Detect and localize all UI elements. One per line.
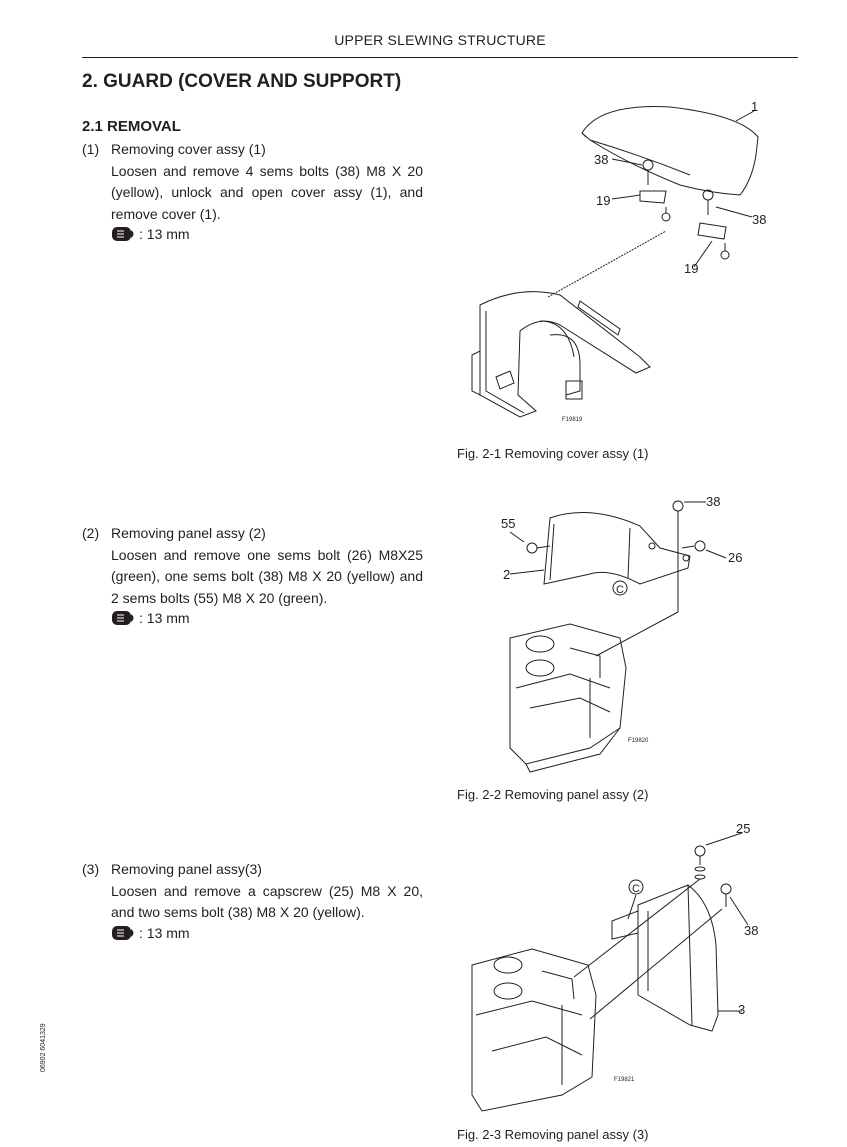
- figure-2-2-diagram: [470, 488, 770, 788]
- callout-38: 38: [594, 152, 609, 167]
- callout-26: 26: [728, 550, 743, 565]
- step-title: Removing panel assy (2): [111, 525, 266, 541]
- figure-caption: Fig. 2-3 Removing panel assy (3): [457, 1127, 649, 1142]
- step-number: (1): [82, 141, 100, 157]
- step-number: (3): [82, 861, 100, 877]
- panel-assy-part: [544, 513, 690, 584]
- callout-38: 38: [706, 494, 721, 509]
- tool-size: : 13 mm: [139, 610, 190, 626]
- wrench-size-icon: [111, 924, 137, 942]
- callout-38: 38: [744, 923, 759, 938]
- panel-assy-3-part: [638, 885, 718, 1031]
- figure-code: F19820: [628, 738, 649, 744]
- figure-caption: Fig. 2-1 Removing cover assy (1): [457, 446, 649, 461]
- callout-25: 25: [736, 821, 751, 836]
- callout-c: C: [616, 584, 624, 596]
- cover-assy-part: [582, 107, 758, 195]
- callout-c: C: [632, 883, 640, 895]
- tool-spec-3: [111, 924, 190, 942]
- figure-code: F19821: [614, 1077, 635, 1083]
- callout-19: 19: [596, 193, 611, 208]
- running-header: UPPER SLEWING STRUCTURE: [334, 32, 546, 48]
- bracket-part: [698, 223, 726, 239]
- callout-2: 2: [503, 567, 511, 582]
- section-title: 2. GUARD (COVER AND SUPPORT): [82, 71, 402, 92]
- subsection-title: 2.1 REMOVAL: [82, 118, 181, 135]
- step-body: Loosen and remove 4 sems bolts (38) M8 X 20 (yellow), unlock and open cover assy (1), and remove cover (1).: [111, 162, 423, 222]
- step-body: Loosen and remove a capscrew (25) M8 X 20, and two sems bolt (38) M8 X 20 (yellow).: [111, 882, 423, 920]
- step-number: (2): [82, 525, 100, 541]
- callout-3: 3: [738, 1002, 746, 1017]
- callout-38: 38: [752, 212, 767, 227]
- tool-spec-1: [111, 225, 190, 243]
- guard-frame-part: [480, 292, 650, 417]
- figure-2-3-diagram: [462, 815, 772, 1125]
- tool-size: : 13 mm: [139, 925, 190, 941]
- step-title: Removing panel assy(3): [111, 861, 262, 877]
- step-body: Loosen and remove one sems bolt (26) M8X25 (green), one sems bolt (38) M8 X 20 (yellow) and 2 sems bolts (55) M8 X 20 (green).: [111, 546, 423, 606]
- tool-spec-2: [111, 609, 190, 627]
- figure-caption: Fig. 2-2 Removing panel assy (2): [457, 787, 649, 802]
- callout-19: 19: [684, 261, 699, 276]
- wrench-size-icon: [111, 609, 137, 627]
- document-code: 06902 6041329: [40, 1023, 47, 1072]
- machine-frame-part: [472, 949, 596, 1111]
- bracket-part: [640, 191, 666, 203]
- wrench-size-icon: [111, 225, 137, 243]
- header-rule: [82, 57, 798, 58]
- step-title: Removing cover assy (1): [111, 141, 266, 157]
- tool-size: : 13 mm: [139, 226, 190, 242]
- figure-code: F19819: [562, 417, 583, 423]
- callout-1: 1: [751, 99, 759, 114]
- step-3: [82, 859, 427, 929]
- figure-2-1-diagram: [440, 95, 780, 435]
- callout-55: 55: [501, 516, 516, 531]
